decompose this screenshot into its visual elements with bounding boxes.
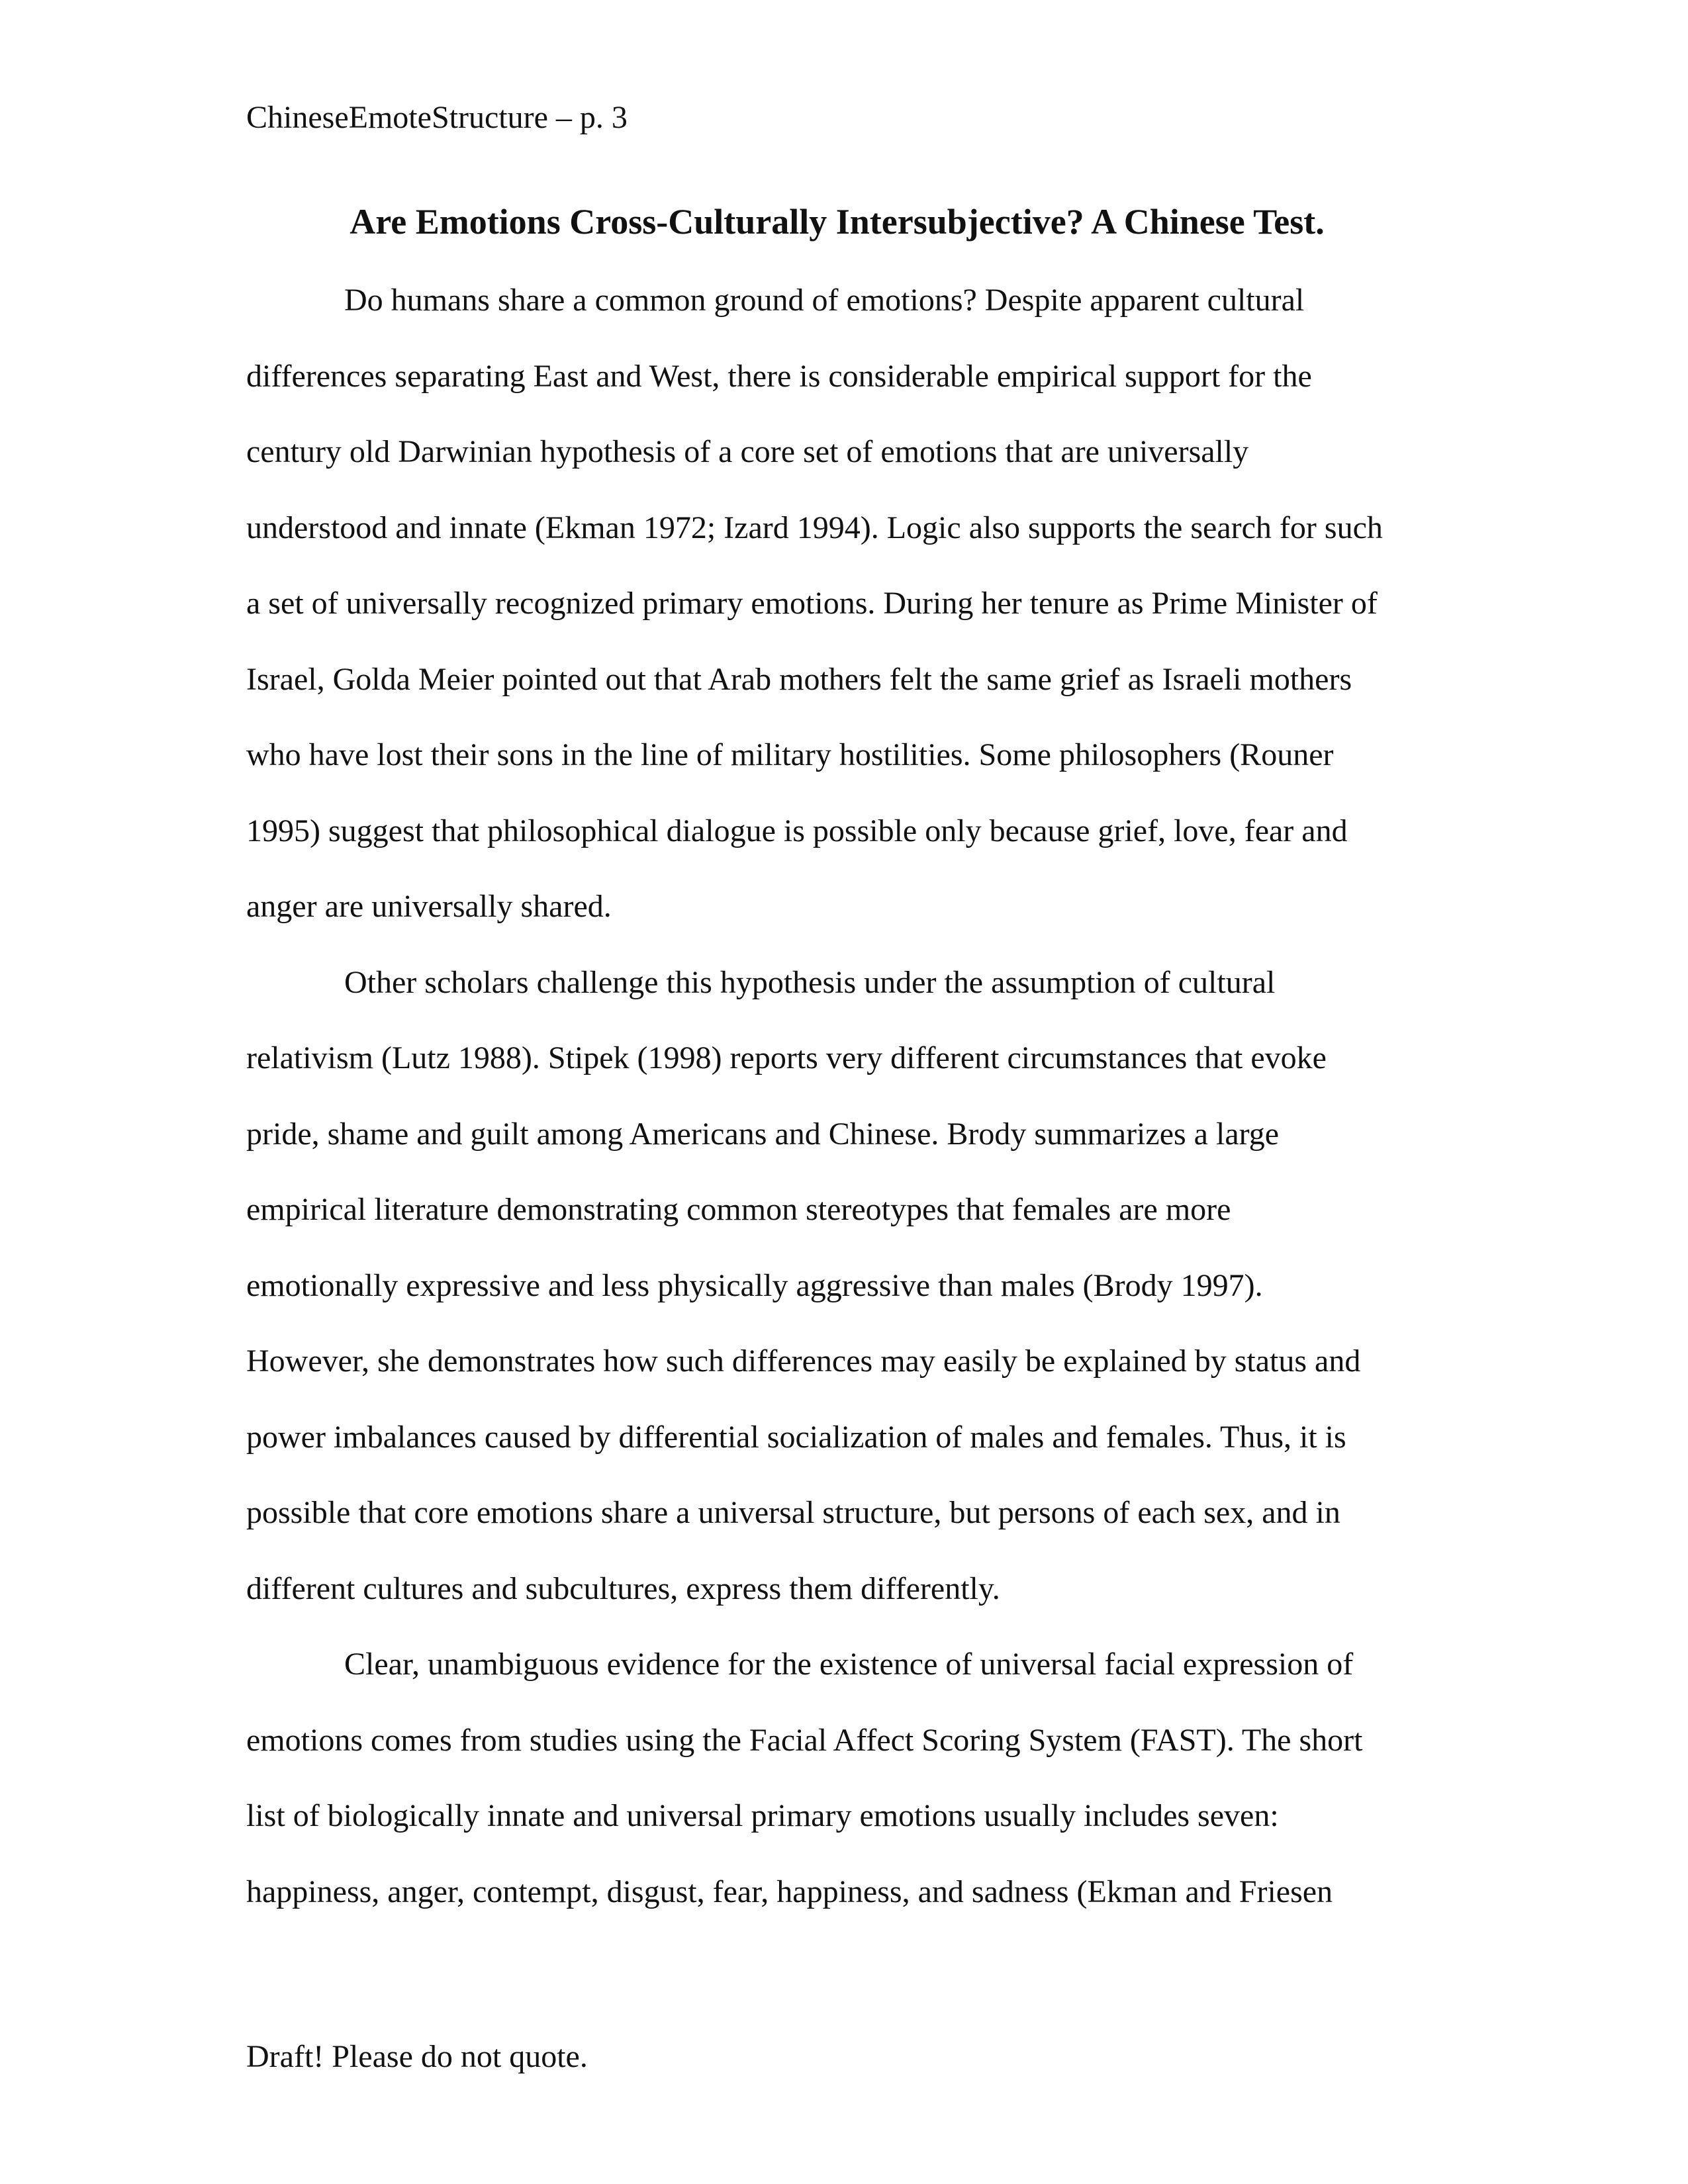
document-title: Are Emotions Cross-Culturally Intersubjective? A Chinese Test. xyxy=(350,202,1325,242)
body-line: 1995) suggest that philosophical dialogue is possible only because grief, love, fear and xyxy=(246,813,1348,848)
body-line: list of biologically innate and universal primary emotions usually includes seven: xyxy=(246,1798,1279,1833)
body-line: power imbalances caused by differential socialization of males and females. Thus, it is xyxy=(246,1419,1346,1455)
body-line: empirical literature demonstrating common stereotypes that females are more xyxy=(246,1192,1231,1227)
body-line: Other scholars challenge this hypothesis under the assumption of cultural xyxy=(344,964,1276,1000)
running-head: ChineseEmoteStructure – p. 3 xyxy=(246,100,628,135)
body-line: relativism (Lutz 1988). Stipek (1998) reports very different circumstances that evoke xyxy=(246,1040,1327,1075)
body-line: understood and innate (Ekman 1972; Izard 1994). Logic also supports the search for such xyxy=(246,510,1383,545)
body-line: emotionally expressive and less physically aggressive than males (Brody 1997). xyxy=(246,1267,1263,1303)
body-line: a set of universally recognized primary emotions. During her tenure as Prime Minister of xyxy=(246,586,1378,621)
body-line: pride, shame and guilt among Americans and Chinese. Brody summarizes a large xyxy=(246,1116,1280,1152)
body-line: anger are universally shared. xyxy=(246,889,612,924)
body-line: century old Darwinian hypothesis of a core set of emotions that are universally xyxy=(246,434,1249,469)
body-line: happiness, anger, contempt, disgust, fear, happiness, and sadness (Ekman and Friesen xyxy=(246,1874,1333,1909)
body-line: Clear, unambiguous evidence for the existence of universal facial expression of xyxy=(344,1647,1354,1682)
footer-note: Draft! Please do not quote. xyxy=(246,2039,588,2074)
body-line: Israel, Golda Meier pointed out that Arab mothers felt the same grief as Israeli mothers xyxy=(246,661,1352,697)
body-line: differences separating East and West, there is considerable empirical support for the xyxy=(246,358,1312,394)
body-line: However, she demonstrates how such differences may easily be explained by status and xyxy=(246,1343,1361,1379)
body-line: who have lost their sons in the line of military hostilities. Some philosophers (Rouner xyxy=(246,737,1334,772)
body-line: different cultures and subcultures, express them differently. xyxy=(246,1570,1000,1606)
body-line: possible that core emotions share a universal structure, but persons of each sex, and in xyxy=(246,1495,1340,1530)
body-line: emotions comes from studies using the Facial Affect Scoring System (FAST). The short xyxy=(246,1722,1363,1758)
body-line: Do humans share a common ground of emotions? Despite apparent cultural xyxy=(344,283,1305,318)
body-text xyxy=(246,274,1451,1941)
